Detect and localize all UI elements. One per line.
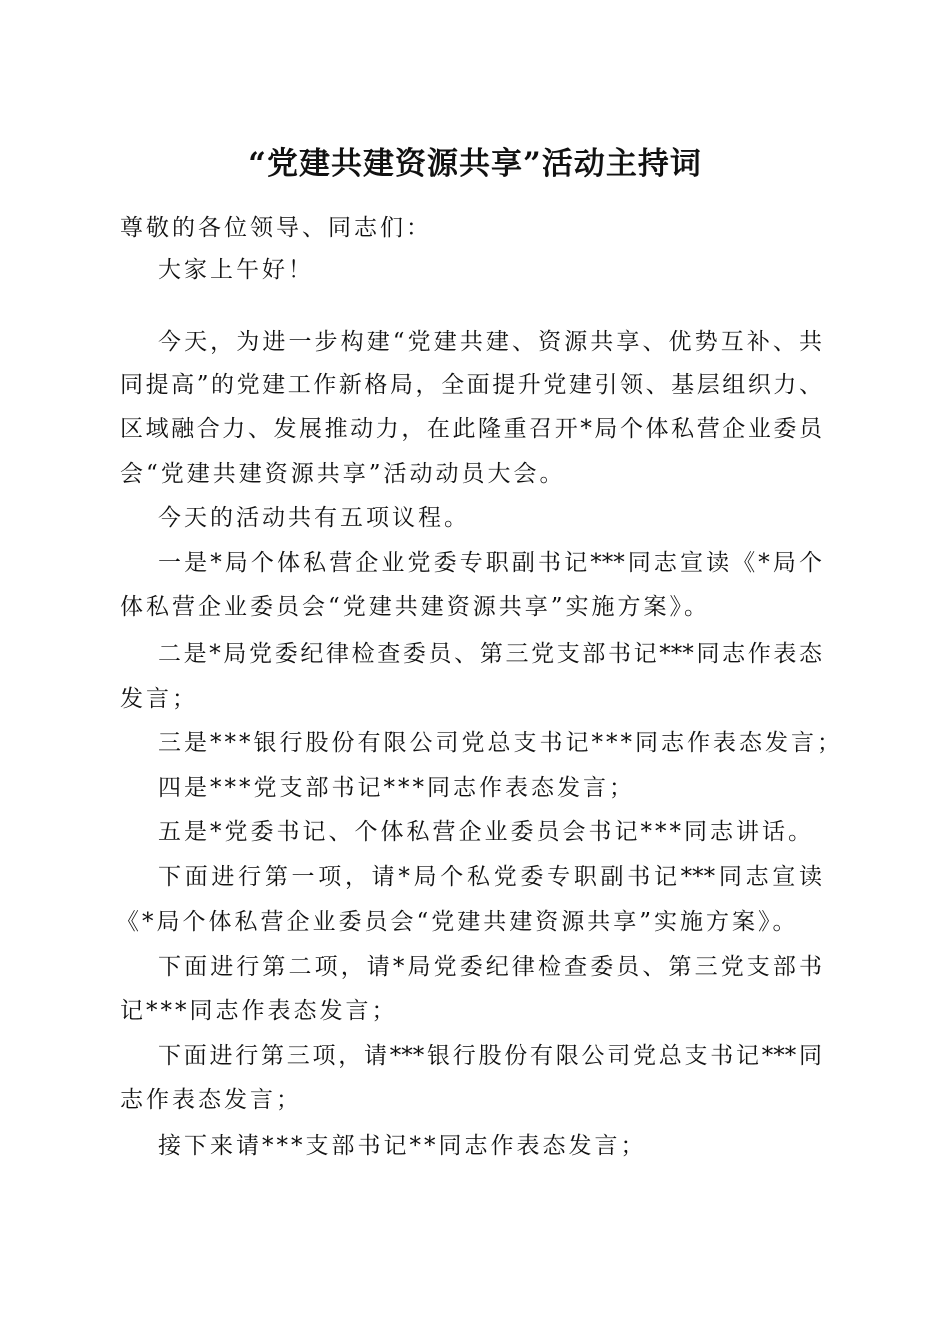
- agenda-item-1-cont: 体私营企业委员会“党建共建资源共享”实施方案》。: [120, 594, 711, 620]
- paragraph-line: 下面进行第二项，请*局党委纪律检查委员、第三党支部书: [158, 954, 822, 980]
- agenda-item-5: 五是*党委书记、个体私营企业委员会书记***同志讲话。: [158, 819, 814, 845]
- salutation: 尊敬的各位领导、同志们：: [120, 215, 432, 241]
- agenda-item-2: 二是*局党委纪律检查委员、第三党支部书记***同志作表态: [158, 641, 822, 667]
- paragraph-line: 下面进行第三项，请***银行股份有限公司党总支书记***同: [158, 1043, 822, 1069]
- paragraph-line: 会“党建共建资源共享”活动动员大会。: [120, 461, 566, 487]
- document-title: “党建共建资源共享”活动主持词: [248, 146, 702, 182]
- agenda-item-3: 三是***银行股份有限公司党总支书记***同志作表态发言；: [158, 730, 843, 756]
- paragraph-line: 区域融合力、发展推动力，在此隆重召开*局个体私营企业委员: [120, 416, 822, 442]
- paragraph-line: 今天，为进一步构建“党建共建、资源共享、优势互补、共: [158, 329, 822, 355]
- agenda-item-2-cont: 发言；: [120, 686, 198, 712]
- paragraph-line: 下面进行第一项，请*局个私党委专职副书记***同志宣读: [158, 864, 822, 890]
- paragraph-line: 今天的活动共有五项议程。: [158, 505, 470, 531]
- agenda-item-1: 一是*局个体私营企业党委专职副书记***同志宣读《*局个: [158, 550, 822, 576]
- paragraph-line: 《*局个体私营企业委员会“党建共建资源共享”实施方案》。: [116, 909, 799, 935]
- greeting: 大家上午好！: [158, 257, 314, 283]
- paragraph-line: 同提高”的党建工作新格局，全面提升党建引领、基层组织力、: [120, 372, 822, 398]
- paragraph-line: 记***同志作表态发言；: [120, 998, 398, 1024]
- paragraph-line: 接下来请***支部书记**同志作表态发言；: [158, 1133, 647, 1159]
- paragraph-line: 志作表态发言；: [120, 1087, 302, 1113]
- agenda-item-4: 四是***党支部书记***同志作表态发言；: [158, 775, 635, 801]
